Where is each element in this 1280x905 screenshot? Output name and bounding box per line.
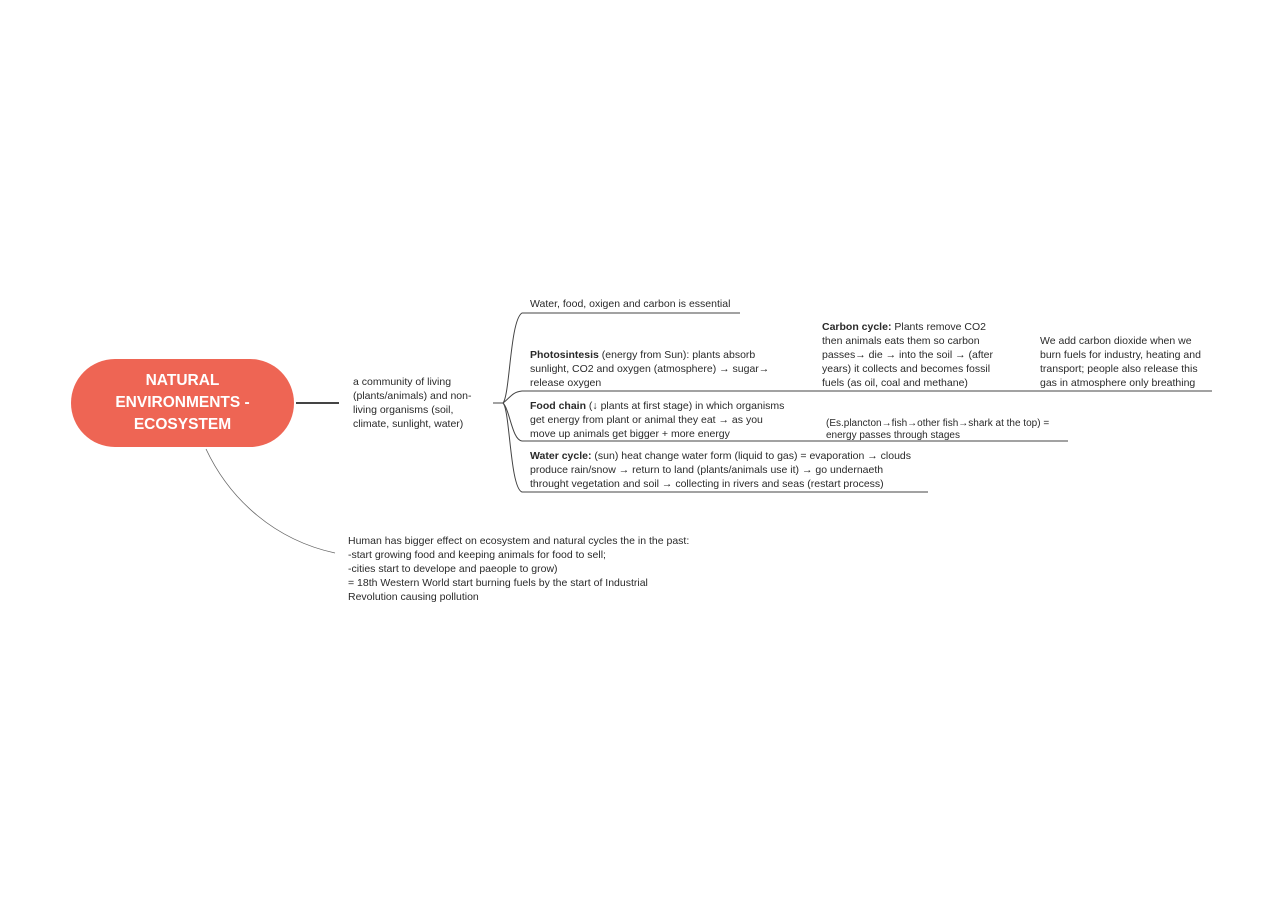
carbon-cycle-node[interactable] xyxy=(822,320,1004,390)
human-impact-line-1: Human has bigger effect on ecosystem and natural cycles the in the past: xyxy=(348,535,690,547)
food-chain-text: (↓ plants at first stage) in which organisms get energy from plant or animal they eat → as you move up animals get bigger + more energy xyxy=(530,400,785,440)
human-impact-line-2: -start growing food and keeping animals for food to sell; xyxy=(348,549,606,561)
photosynthesis-text: (energy from Sun): plants absorb sunlight, CO2 and oxygen (atmosphere) → sugar→ release oxygen xyxy=(530,349,770,389)
definition-node[interactable]: a community of living (plants/animals) and non-living organisms (soil, climate, sunlight, water) xyxy=(353,376,472,430)
carbon-cycle-label: Carbon cycle: xyxy=(822,321,892,333)
carbon-cycle-text: Plants remove CO2 then animals eats them so carbon passes→ die → into the soil → (after years) it collects and becomes fossil fuels (as oil, coal and methane) xyxy=(822,321,993,389)
human-impact-node[interactable] xyxy=(348,534,693,604)
water-cycle-label: Water cycle: xyxy=(530,450,592,462)
food-chain-label: Food chain xyxy=(530,400,586,412)
food-chain-node[interactable] xyxy=(530,399,790,441)
central-topic-node[interactable] xyxy=(71,359,294,447)
water-cycle-text: (sun) heat change water form (liquid to gas) = evaporation → clouds produce rain/snow → return to land (plants/animals use it) → go undernaeth throught vegetation and soil → collecting in rivers and seas (restart process) xyxy=(530,450,912,490)
photosynthesis-label: Photosintesis xyxy=(530,349,599,361)
human-impact-line-4: = 18th Western World start burning fuels by the start of Industrial Revolution causing pollution xyxy=(348,577,648,603)
human-impact-line-3: -cities start to develope and paeople to grow) xyxy=(348,563,558,575)
water-cycle-node[interactable] xyxy=(530,449,922,491)
carbon-note-node[interactable]: We add carbon dioxide when we burn fuels for industry, heating and transport; people also release this gas in atmosphere only breathing xyxy=(1040,335,1201,389)
root-to-human-connector xyxy=(206,449,335,553)
essential-node[interactable]: Water, food, oxigen and carbon is essential xyxy=(530,298,731,310)
photosynthesis-node[interactable] xyxy=(530,348,780,390)
central-topic-title: NATURAL ENVIRONMENTS - ECOSYSTEM xyxy=(115,372,250,433)
food-chain-example-node[interactable]: (Es.plancton→fish→other fish→shark at the top) = energy passes through stages xyxy=(826,418,1050,441)
